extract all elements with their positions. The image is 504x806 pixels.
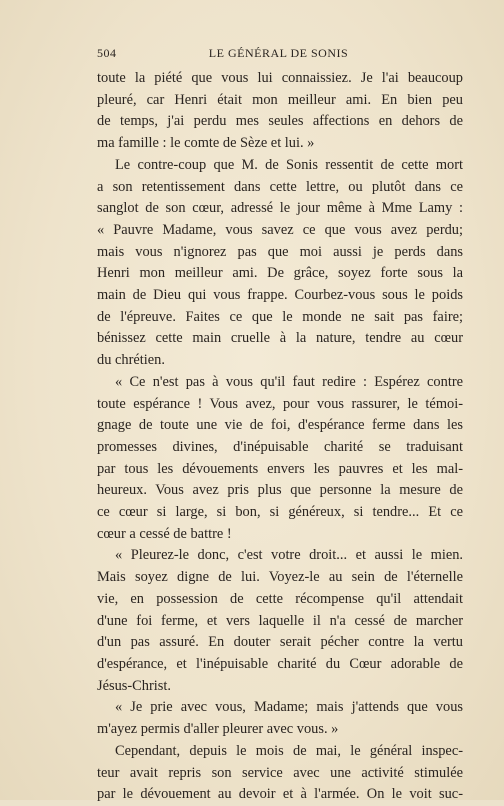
text-line: heureux. Vous avez pris plus que personne la mesure de <box>97 482 463 499</box>
text-line: main de Dieu qui vous frappe. Courbez-vous sous le poids <box>97 287 463 304</box>
text-line: toute espérance ! Vous avez, pour vous rassurer, le témoi- <box>97 395 463 412</box>
text-line: d'un pas assuré. En douter serait pécher contre la vertu <box>97 634 463 651</box>
text-line: « Je prie avec vous, Madame; mais j'attends que vous <box>115 699 463 716</box>
text-line: par tous les dévouements envers les pauvres et les mal- <box>97 460 463 477</box>
text-line: cœur a cessé de battre ! <box>97 525 232 542</box>
text-line: m'ayez permis d'aller pleurer avec vous. » <box>97 721 339 738</box>
text-line: Mais soyez digne de lui. Voyez-le au sein de l'éternelle <box>97 569 463 586</box>
page-header <box>97 46 460 64</box>
paragraph <box>97 68 463 155</box>
text-line: du chrétien. <box>97 352 165 369</box>
text-line: gnage de toute une vie de foi, d'espérance ferme dans les <box>97 417 463 434</box>
text-line: a son retentissement dans cette lettre, ou plutôt dans ce <box>97 178 463 195</box>
text-line: teur avait repris son service avec une activité stimulée <box>97 764 463 781</box>
text-line: ma famille : le comte de Sèze et lui. » <box>97 135 315 152</box>
text-line: par le dévouement au devoir et à l'armée. On le voit suc- <box>97 786 463 803</box>
text-line: toute la piété que vous lui connaissiez. Je l'ai beaucoup <box>97 70 463 86</box>
paragraph <box>97 545 463 697</box>
text-line: Jésus-Christ. <box>97 677 171 694</box>
text-line: promesses divines, d'inépuisable charité se traduisant <box>97 438 463 455</box>
text-line: Le contre-coup que M. de Sonis ressentit de cette mort <box>115 156 463 173</box>
page-number: 504 <box>97 46 117 60</box>
text-line: Henri mon meilleur ami. De grâce, soyez forte sous la <box>97 265 463 282</box>
text-line: de l'épreuve. Faites ce que le monde ne sait pas faire; <box>97 308 463 325</box>
text-line: de temps, j'ai perdu mes seules affections en dehors de <box>97 113 463 130</box>
text-line: vie, en possession de cette récompense qu'il attendait <box>97 590 463 607</box>
paragraph <box>97 697 463 740</box>
paragraph <box>97 155 463 372</box>
text-line: « Ce n'est pas à vous qu'il faut redire : Espérez contre <box>115 373 463 390</box>
text-line: pleuré, car Henri était mon meilleur ami. En bien peu <box>97 91 463 108</box>
text-line: sanglot de son cœur, adressé le jour même à Mme Lamy : <box>97 200 463 217</box>
text-line: « Pauvre Madame, vous savez ce que vous avez perdu; <box>97 221 463 238</box>
text-line: bénissez cette main cruelle à la nature, tendre au cœur <box>97 330 463 347</box>
paragraph <box>97 741 463 806</box>
text-line: « Pleurez-le donc, c'est votre droit... et aussi le mien. <box>115 547 463 564</box>
text-line: d'une foi ferme, et vers laquelle il n'a cessé de marcher <box>97 612 463 629</box>
body-text <box>97 68 463 806</box>
running-title: LE GÉNÉRAL DE SONIS <box>208 46 349 60</box>
text-line: ce cœur si large, si bon, si généreux, si tendre... Et ce <box>97 504 463 521</box>
text-line: d'espérance, et l'inépuisable charité du Cœur adorable de <box>97 655 463 672</box>
paragraph <box>97 372 463 546</box>
text-line: Cependant, depuis le mois de mai, le général inspec- <box>115 742 463 759</box>
text-line: mais vous n'ignorez pas que moi aussi je perds dans <box>97 243 463 260</box>
